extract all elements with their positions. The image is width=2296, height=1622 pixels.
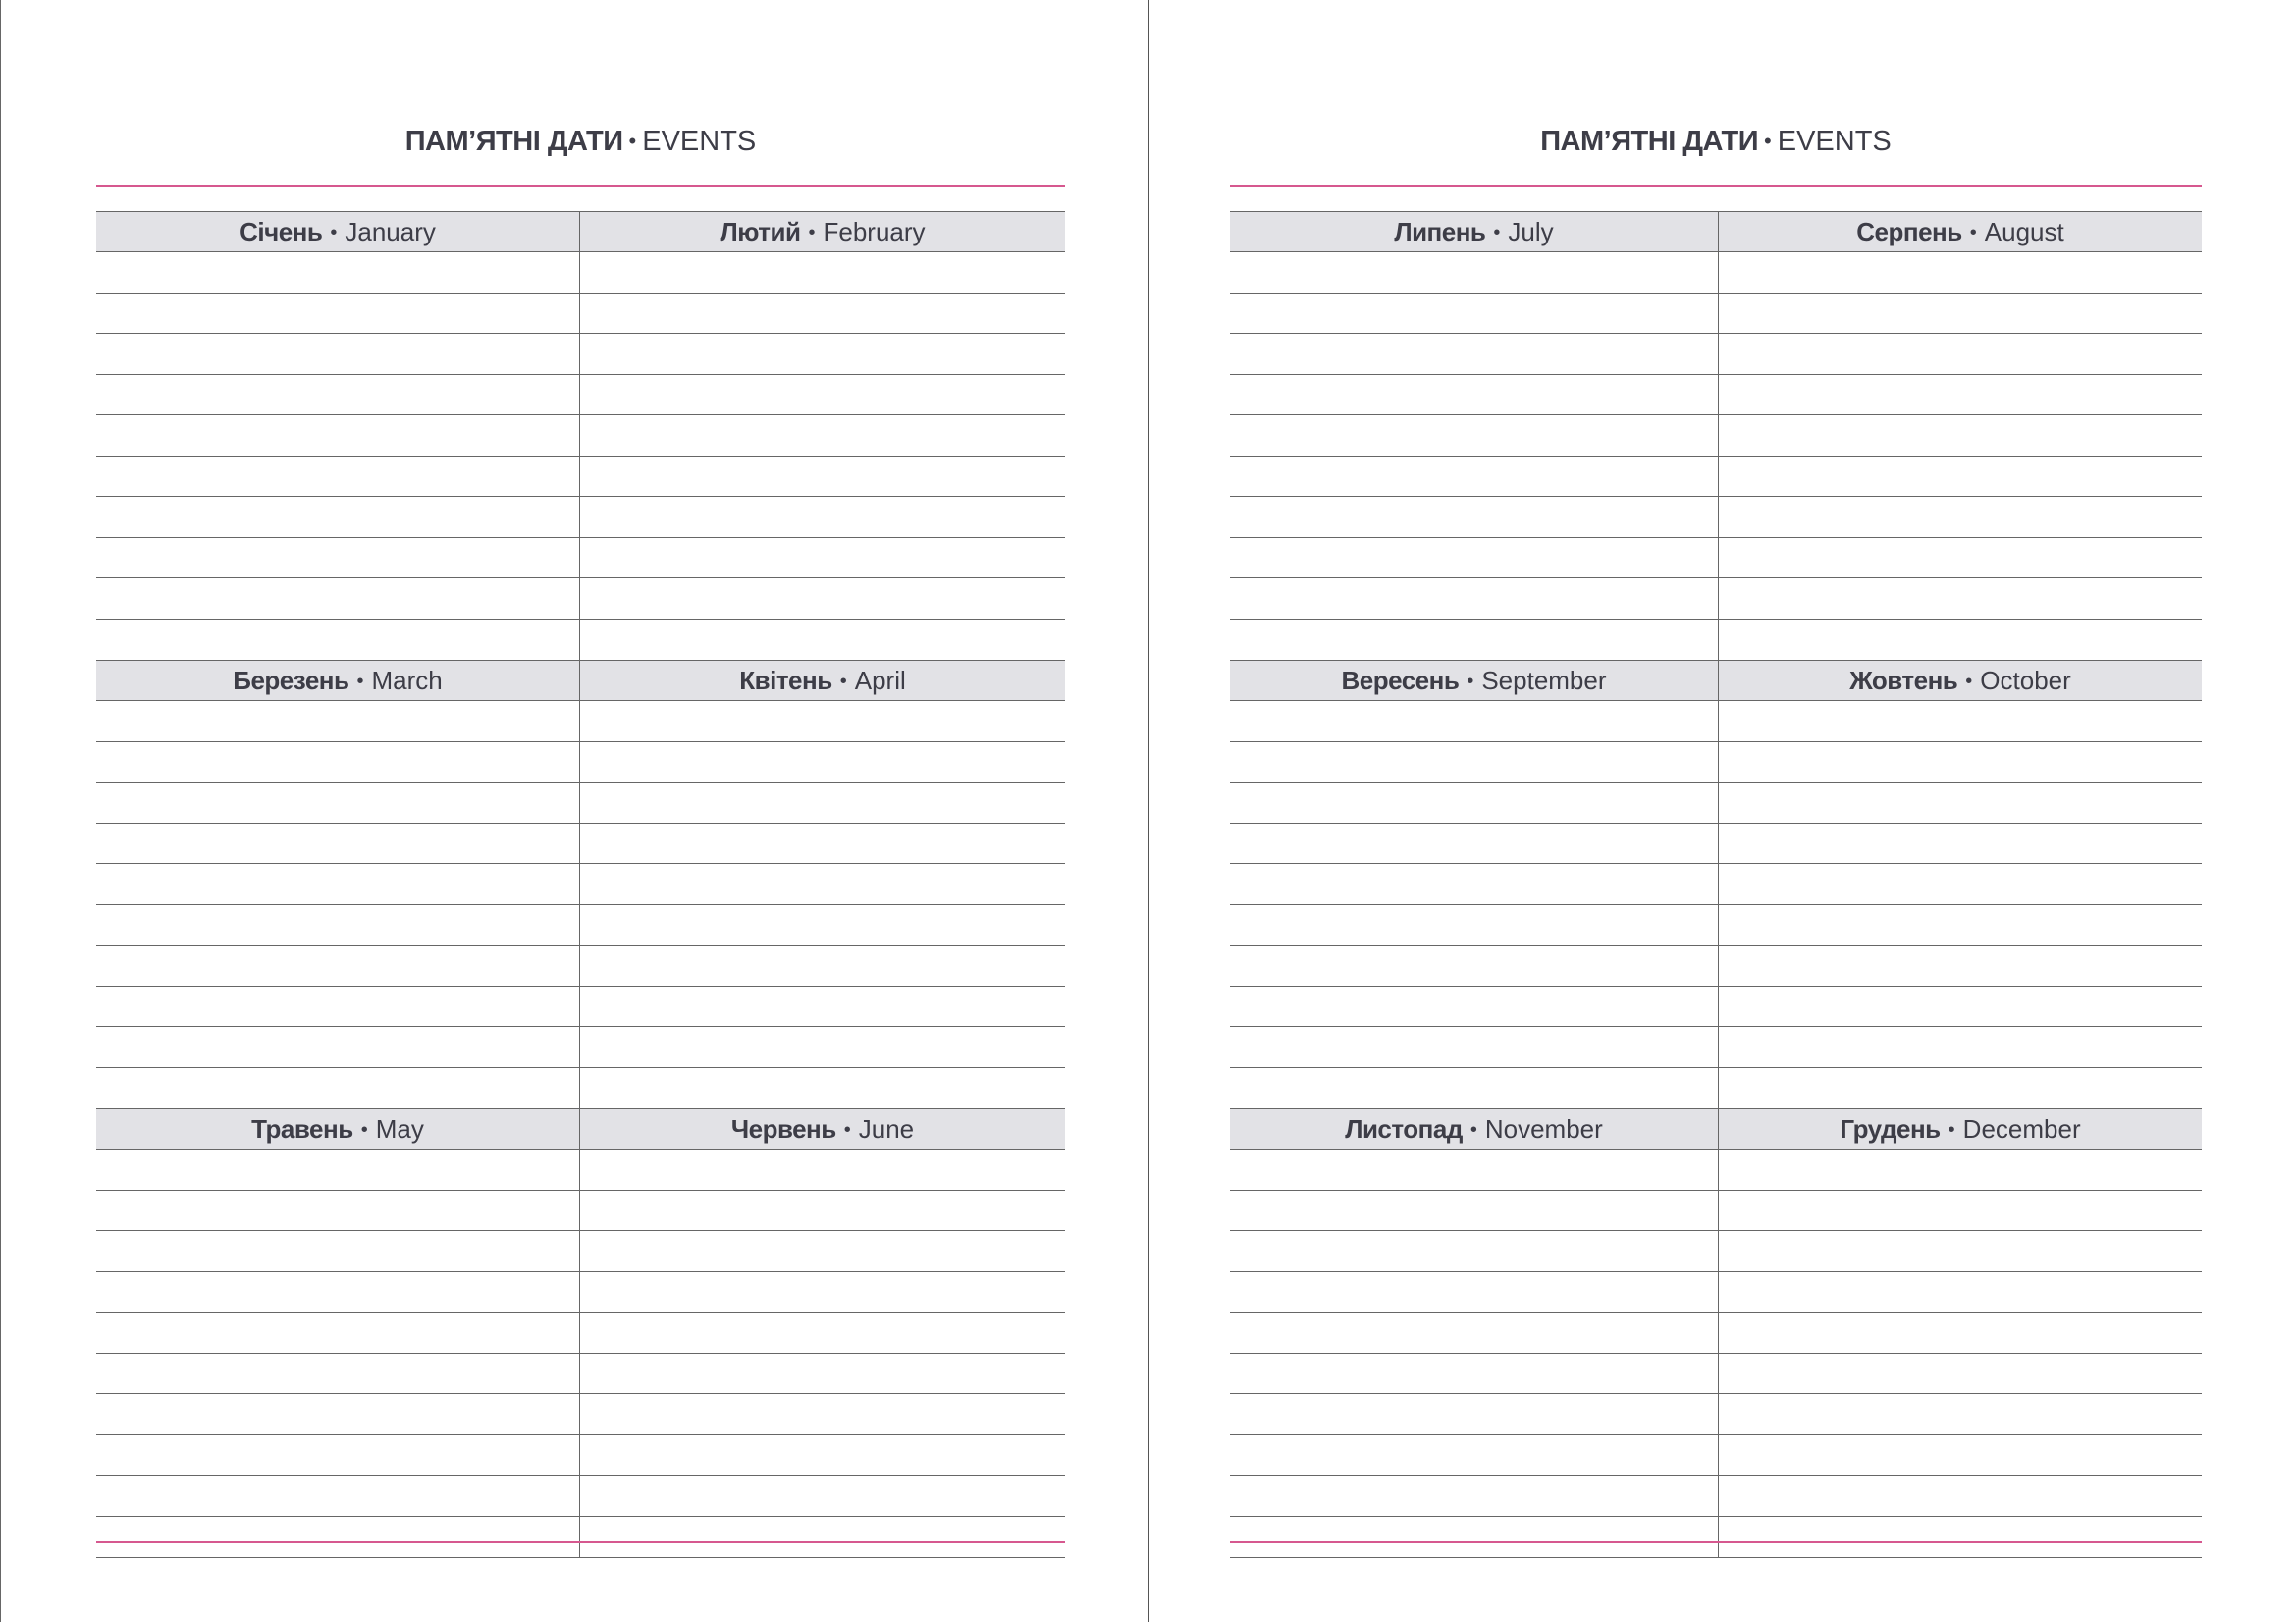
entry-line (96, 987, 579, 1028)
entry-line (96, 905, 579, 946)
month-name-en: February (823, 217, 926, 246)
month-name-en: May (375, 1114, 424, 1144)
separator-dot: • (1969, 222, 1977, 243)
entry-line (580, 946, 1065, 987)
entry-line (1719, 1354, 2202, 1395)
month-column-may (96, 1108, 579, 1557)
page-title (1230, 122, 2202, 161)
entry-line (1719, 1435, 2202, 1477)
entry-lines (96, 252, 579, 660)
entry-line (580, 1191, 1065, 1232)
top-pink-rule (1230, 185, 2202, 187)
entry-lines (1230, 252, 1718, 660)
entry-line (96, 294, 579, 335)
entry-line (1719, 905, 2202, 946)
separator-dot: • (1948, 1119, 1955, 1141)
entry-line (1230, 1191, 1718, 1232)
entry-line (1230, 783, 1718, 824)
entry-line (96, 1394, 579, 1435)
entry-line (580, 905, 1065, 946)
entry-line (96, 457, 579, 498)
title-ua: ПАМ’ЯТНІ ДАТИ (404, 126, 623, 157)
entry-line (1719, 1476, 2202, 1517)
entry-line (1230, 1272, 1718, 1314)
entry-lines (580, 1150, 1065, 1557)
month-name-ua: Серпень (1856, 217, 1962, 246)
entry-line (580, 1027, 1065, 1068)
month-name-ua: Жовтень (1849, 666, 1958, 695)
month-name-ua: Грудень (1840, 1114, 1941, 1144)
entry-line (1719, 375, 2202, 416)
separator-dot: • (360, 1119, 368, 1141)
entry-line (96, 1435, 579, 1477)
entry-line (1719, 415, 2202, 457)
entry-line (96, 1191, 579, 1232)
entry-line (96, 578, 579, 620)
entry-line (1230, 1354, 1718, 1395)
month-column-june (579, 1108, 1065, 1557)
entry-lines (1230, 701, 1718, 1108)
month-column-november (1230, 1108, 1718, 1557)
entry-line (1719, 1272, 2202, 1314)
entry-line (1719, 1191, 2202, 1232)
entry-line (580, 864, 1065, 905)
entry-line (96, 1476, 579, 1517)
entry-line (1719, 334, 2202, 375)
page-title (96, 122, 1065, 161)
entry-line (96, 1150, 579, 1191)
month-header (96, 211, 579, 252)
entry-line (1719, 1394, 2202, 1435)
entry-line (1719, 1313, 2202, 1354)
entry-line (1719, 824, 2202, 865)
entry-line (580, 538, 1065, 579)
month-header (1230, 660, 1718, 701)
entry-line (1719, 294, 2202, 335)
month-row (96, 1108, 1065, 1557)
entry-line (96, 497, 579, 538)
entry-line (96, 742, 579, 784)
entry-lines (96, 701, 579, 1108)
month-column-february (579, 211, 1065, 660)
entry-line (1230, 742, 1718, 784)
entry-lines (1719, 701, 2202, 1108)
entry-line (1230, 578, 1718, 620)
bottom-pink-rule (1230, 1541, 2202, 1543)
entry-line (1230, 1231, 1718, 1272)
month-column-march (96, 660, 579, 1108)
month-row (1230, 211, 2202, 660)
entry-line (96, 783, 579, 824)
entry-line (1719, 987, 2202, 1028)
month-name-en: January (345, 217, 436, 246)
entry-line (1230, 538, 1718, 579)
entry-line (580, 1394, 1065, 1435)
entry-line (1719, 578, 2202, 620)
entry-line (96, 415, 579, 457)
entry-line (96, 334, 579, 375)
entry-line (1719, 497, 2202, 538)
entry-line (1230, 334, 1718, 375)
entry-line (1719, 1068, 2202, 1109)
month-name-ua: Червень (730, 1114, 836, 1144)
entry-line (580, 294, 1065, 335)
entry-line (96, 1354, 579, 1395)
right-page (1148, 0, 2296, 1622)
separator-dot: • (628, 129, 637, 153)
entry-line (1719, 946, 2202, 987)
month-row (1230, 660, 2202, 1108)
month-name-en: August (1984, 217, 2064, 246)
entry-line (96, 1027, 579, 1068)
top-pink-rule (96, 185, 1065, 187)
entry-line (1230, 1517, 1718, 1558)
entry-line (96, 1272, 579, 1314)
entry-line (1230, 620, 1718, 661)
entry-line (1230, 1027, 1718, 1068)
entry-line (1230, 946, 1718, 987)
month-column-december (1718, 1108, 2202, 1557)
separator-dot: • (843, 1119, 851, 1141)
entry-line (1230, 415, 1718, 457)
month-name-ua: Вересень (1341, 666, 1460, 695)
events-calendar (96, 211, 1065, 1558)
entry-line (1719, 864, 2202, 905)
entry-line (96, 864, 579, 905)
entry-line (1719, 252, 2202, 294)
entry-line (580, 783, 1065, 824)
month-row (1230, 1108, 2202, 1557)
month-header (1719, 211, 2202, 252)
separator-dot: • (808, 222, 816, 243)
entry-lines (1719, 252, 2202, 660)
entry-line (1230, 864, 1718, 905)
entry-line (1230, 294, 1718, 335)
month-header (580, 211, 1065, 252)
month-header (1719, 660, 2202, 701)
month-column-august (1718, 211, 2202, 660)
entry-line (96, 1517, 579, 1558)
entry-line (1719, 620, 2202, 661)
month-name-en: July (1508, 217, 1554, 246)
month-name-ua: Березень (233, 666, 349, 695)
entry-line (1230, 1394, 1718, 1435)
entry-line (580, 457, 1065, 498)
separator-dot: • (1467, 671, 1474, 692)
separator-dot: • (1469, 1119, 1477, 1141)
month-column-january (96, 211, 579, 660)
entry-line (580, 1476, 1065, 1517)
month-name-ua: Листопад (1345, 1114, 1463, 1144)
entry-line (580, 701, 1065, 742)
entry-line (1719, 783, 2202, 824)
month-column-july (1230, 211, 1718, 660)
month-header (580, 1108, 1065, 1150)
month-name-en: March (371, 666, 443, 695)
month-column-october (1718, 660, 2202, 1108)
entry-line (1230, 905, 1718, 946)
entry-line (1230, 701, 1718, 742)
entry-line (96, 538, 579, 579)
entry-line (580, 1435, 1065, 1477)
separator-dot: • (330, 222, 338, 243)
entry-line (1230, 1068, 1718, 1109)
entry-line (1230, 252, 1718, 294)
month-name-ua: Січень (240, 217, 323, 246)
entry-line (1230, 457, 1718, 498)
entry-line (580, 1150, 1065, 1191)
entry-line (96, 824, 579, 865)
bottom-pink-rule (96, 1541, 1065, 1543)
entry-lines (1719, 1150, 2202, 1557)
month-name-ua: Квітень (739, 666, 832, 695)
month-header (96, 1108, 579, 1150)
month-name-en: December (1962, 1114, 2081, 1144)
month-header (1230, 1108, 1718, 1150)
entry-line (580, 578, 1065, 620)
entry-line (1719, 457, 2202, 498)
separator-dot: • (356, 671, 364, 692)
entry-line (96, 946, 579, 987)
entry-line (1719, 538, 2202, 579)
entry-line (1719, 1517, 2202, 1558)
entry-line (580, 1068, 1065, 1109)
month-column-april (579, 660, 1065, 1108)
title-en: EVENTS (642, 126, 757, 157)
entry-line (580, 824, 1065, 865)
month-header (580, 660, 1065, 701)
month-name-en: October (1980, 666, 2071, 695)
separator-dot: • (1764, 129, 1772, 153)
month-header (1230, 211, 1718, 252)
entry-line (580, 497, 1065, 538)
entry-line (580, 620, 1065, 661)
entry-lines (580, 701, 1065, 1108)
entry-line (1719, 1027, 2202, 1068)
entry-line (580, 252, 1065, 294)
separator-dot: • (839, 671, 847, 692)
entry-line (580, 415, 1065, 457)
entry-line (96, 1313, 579, 1354)
separator-dot: • (1965, 671, 1973, 692)
entry-line (96, 620, 579, 661)
entry-line (1230, 987, 1718, 1028)
entry-line (580, 742, 1065, 784)
entry-line (1719, 701, 2202, 742)
entry-line (1230, 1150, 1718, 1191)
entry-lines (1230, 1150, 1718, 1557)
entry-line (1230, 1313, 1718, 1354)
entry-line (1719, 1231, 2202, 1272)
title-ua: ПАМ’ЯТНІ ДАТИ (1540, 126, 1759, 157)
month-header (96, 660, 579, 701)
entry-line (580, 1313, 1065, 1354)
month-name-en: April (854, 666, 906, 695)
entry-line (1230, 497, 1718, 538)
entry-line (96, 375, 579, 416)
entry-line (96, 701, 579, 742)
entry-line (1230, 1476, 1718, 1517)
events-calendar (1230, 211, 2202, 1558)
entry-line (1719, 1150, 2202, 1191)
title-en: EVENTS (1777, 126, 1892, 157)
entry-line (96, 252, 579, 294)
entry-line (580, 1354, 1065, 1395)
entry-line (580, 1231, 1065, 1272)
entry-line (1719, 742, 2202, 784)
entry-line (580, 987, 1065, 1028)
month-row (96, 660, 1065, 1108)
month-name-en: June (858, 1114, 915, 1144)
entry-line (1230, 1435, 1718, 1477)
separator-dot: • (1493, 222, 1501, 243)
month-row (96, 211, 1065, 660)
month-name-en: September (1481, 666, 1607, 695)
entry-line (580, 375, 1065, 416)
month-name-en: November (1484, 1114, 1603, 1144)
entry-line (96, 1068, 579, 1109)
entry-line (580, 1517, 1065, 1558)
entry-line (1230, 824, 1718, 865)
month-column-september (1230, 660, 1718, 1108)
entry-lines (580, 252, 1065, 660)
month-name-ua: Травень (251, 1114, 353, 1144)
entry-line (580, 1272, 1065, 1314)
entry-line (580, 334, 1065, 375)
month-name-ua: Лютий (720, 217, 801, 246)
entry-lines (96, 1150, 579, 1557)
entry-line (1230, 375, 1718, 416)
entry-line (96, 1231, 579, 1272)
month-name-ua: Липень (1394, 217, 1486, 246)
month-header (1719, 1108, 2202, 1150)
